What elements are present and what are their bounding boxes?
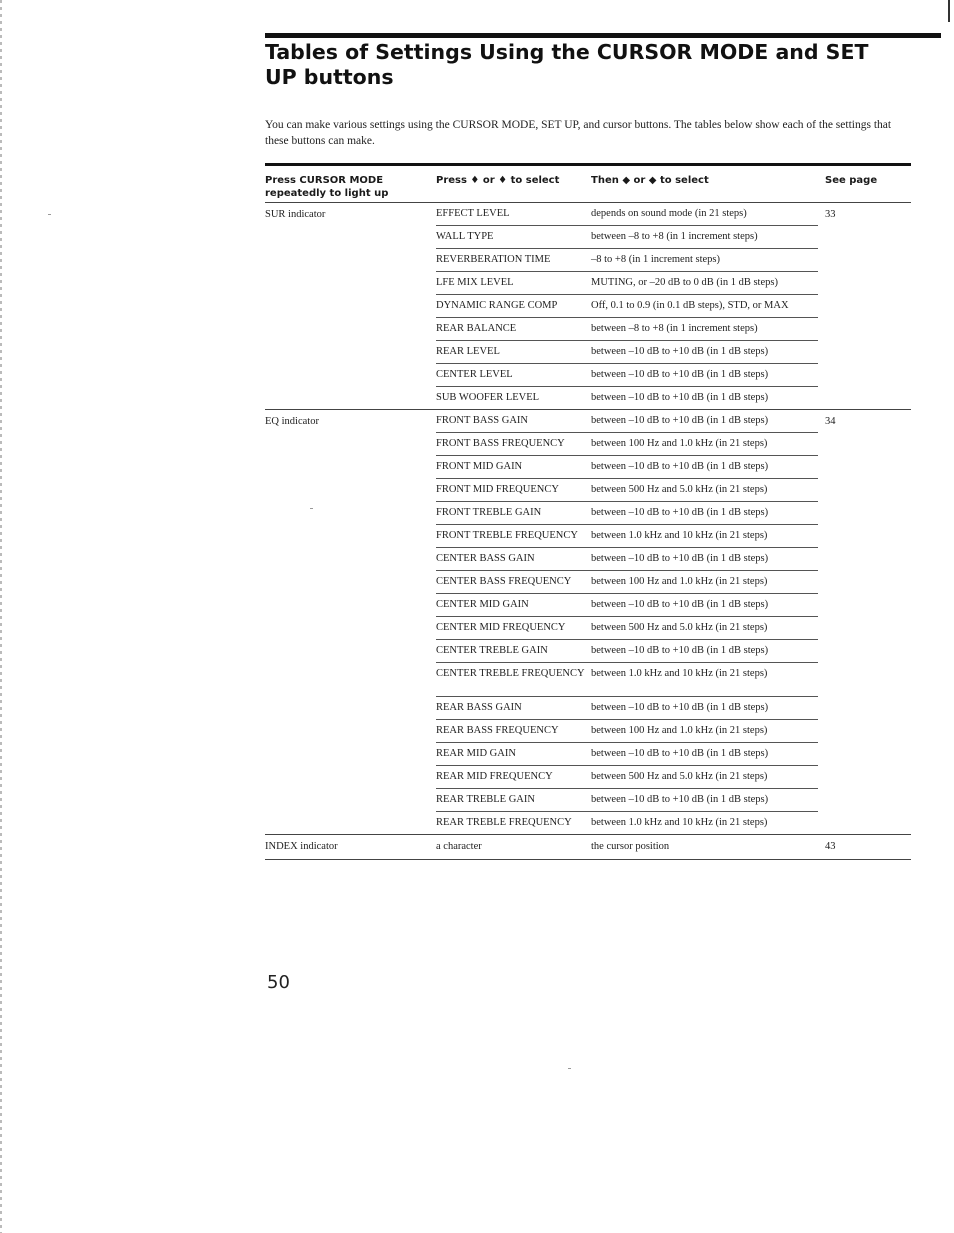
setting-name: WALL TYPE	[436, 231, 494, 242]
group-index	[265, 835, 911, 860]
scan-speck	[568, 1068, 571, 1069]
setting-range: between –10 dB to +10 dB (in 1 dB steps)	[591, 553, 769, 564]
setting-range: –8 to +8 (in 1 increment steps)	[591, 254, 720, 265]
setting-range: between –10 dB to +10 dB (in 1 dB steps)	[591, 346, 769, 357]
table-row	[436, 720, 818, 743]
setting-name: CENTER BASS FREQUENCY	[436, 576, 572, 587]
group-indicator: EQ indicator	[265, 416, 319, 427]
setting-name: CENTER MID FREQUENCY	[436, 622, 566, 633]
setting-range: between –10 dB to +10 dB (in 1 dB steps)	[591, 392, 769, 403]
table-row	[436, 617, 818, 640]
table-row	[436, 387, 818, 409]
table-row	[436, 743, 818, 766]
header-select-value: Then ◆ or ◆ to select	[591, 175, 709, 186]
settings-table	[265, 163, 911, 860]
setting-range: between –10 dB to +10 dB (in 1 dB steps)	[591, 415, 769, 426]
table-row	[436, 766, 818, 789]
scan-speck	[48, 214, 51, 215]
setting-range: between 1.0 kHz and 10 kHz (in 21 steps)	[591, 817, 768, 828]
page-number: 50	[267, 972, 290, 993]
scan-edge-mark	[948, 0, 950, 22]
table-row	[436, 479, 818, 502]
setting-name: REVERBERATION TIME	[436, 254, 551, 265]
table-row	[436, 295, 818, 318]
setting-range: between –10 dB to +10 dB (in 1 dB steps)	[591, 599, 769, 610]
setting-name: CENTER TREBLE GAIN	[436, 645, 548, 656]
table-row	[436, 203, 818, 226]
setting-name: SUB WOOFER LEVEL	[436, 392, 540, 403]
setting-range: between 100 Hz and 1.0 kHz (in 21 steps)	[591, 725, 768, 736]
table-row	[436, 456, 818, 479]
scan-edge	[0, 0, 2, 1233]
page-title: Tables of Settings Using the CURSOR MODE and SET UP buttons	[265, 40, 869, 89]
setting-range: MUTING, or –20 dB to 0 dB (in 1 dB steps)	[591, 277, 778, 288]
setting-name: REAR LEVEL	[436, 346, 500, 357]
setting-name: FRONT TREBLE GAIN	[436, 507, 542, 518]
setting-name: FRONT BASS GAIN	[436, 415, 528, 426]
header-press-cursor-mode: Press CURSOR MODE repeatedly to light up	[265, 175, 389, 199]
table-row	[436, 433, 818, 456]
setting-name: LFE MIX LEVEL	[436, 277, 514, 288]
setting-range: between 500 Hz and 5.0 kHz (in 21 steps)	[591, 622, 768, 633]
table-row	[436, 571, 818, 594]
setting-range: between 100 Hz and 1.0 kHz (in 21 steps)	[591, 576, 768, 587]
setting-range: between 1.0 kHz and 10 kHz (in 21 steps)	[591, 668, 768, 679]
table-row	[436, 502, 818, 525]
setting-range: between 500 Hz and 5.0 kHz (in 21 steps)	[591, 771, 768, 782]
setting-name: REAR TREBLE FREQUENCY	[436, 817, 572, 828]
group-see-page: 43	[825, 841, 836, 852]
table-row	[436, 812, 818, 834]
setting-name: CENTER TREBLE FREQUENCY	[436, 668, 585, 679]
group-indicator: SUR indicator	[265, 209, 326, 220]
setting-range: between –10 dB to +10 dB (in 1 dB steps)	[591, 794, 769, 805]
intro-paragraph: You can make various settings using the CURSOR MODE, SET UP, and cursor buttons. The tables below show each of the settings that these buttons can make.	[265, 119, 892, 147]
setting-name: CENTER LEVEL	[436, 369, 513, 380]
setting-range: between –10 dB to +10 dB (in 1 dB steps)	[591, 645, 769, 656]
table-row	[436, 272, 818, 295]
table-row	[436, 789, 818, 812]
table-row	[436, 226, 818, 249]
table-row	[436, 594, 818, 617]
setting-range: between –8 to +8 (in 1 increment steps)	[591, 231, 758, 242]
table-row	[436, 548, 818, 571]
group-eq	[265, 410, 911, 835]
setting-name: REAR BASS FREQUENCY	[436, 725, 559, 736]
table-row	[436, 410, 818, 433]
group-see-page: 33	[825, 209, 836, 220]
setting-range: between 1.0 kHz and 10 kHz (in 21 steps)	[591, 530, 768, 541]
setting-name: FRONT MID FREQUENCY	[436, 484, 559, 495]
setting-range: between 100 Hz and 1.0 kHz (in 21 steps)	[591, 438, 768, 449]
table-row	[436, 697, 818, 720]
table-row	[436, 525, 818, 548]
setting-name: FRONT TREBLE FREQUENCY	[436, 530, 578, 541]
group-see-page: 34	[825, 416, 836, 427]
setting-name: REAR MID GAIN	[436, 748, 516, 759]
setting-name: FRONT BASS FREQUENCY	[436, 438, 565, 449]
setting-name: REAR BALANCE	[436, 323, 517, 334]
setting-range: between –10 dB to +10 dB (in 1 dB steps)	[591, 369, 769, 380]
setting-name: CENTER MID GAIN	[436, 599, 529, 610]
table-row	[436, 364, 818, 387]
table-row	[436, 341, 818, 364]
header-see-page: See page	[825, 175, 878, 186]
setting-name: a character	[436, 841, 482, 852]
table-row	[436, 318, 818, 341]
setting-name: EFFECT LEVEL	[436, 208, 510, 219]
setting-range: between –10 dB to +10 dB (in 1 dB steps)	[591, 507, 769, 518]
setting-name: REAR MID FREQUENCY	[436, 771, 553, 782]
table-row	[436, 640, 818, 663]
group-sur	[265, 203, 911, 410]
group-indicator: INDEX indicator	[265, 841, 338, 852]
setting-name: FRONT MID GAIN	[436, 461, 523, 472]
table-row	[436, 249, 818, 272]
setting-range: between –8 to +8 (in 1 increment steps)	[591, 323, 758, 334]
setting-range: the cursor position	[591, 841, 670, 852]
setting-range: between –10 dB to +10 dB (in 1 dB steps)	[591, 748, 769, 759]
setting-name: DYNAMIC RANGE COMP	[436, 300, 558, 311]
setting-range: between –10 dB to +10 dB (in 1 dB steps)	[591, 702, 769, 713]
setting-name: REAR TREBLE GAIN	[436, 794, 535, 805]
header-select-setting: Press ♦ or ♦ to select	[436, 175, 560, 186]
setting-range: between –10 dB to +10 dB (in 1 dB steps)	[591, 461, 769, 472]
table-row	[436, 663, 818, 697]
table-header	[265, 166, 911, 203]
setting-name: REAR BASS GAIN	[436, 702, 522, 713]
setting-range: Off, 0.1 to 0.9 (in 0.1 dB steps), STD, or MAX	[591, 300, 789, 311]
setting-range: between 500 Hz and 5.0 kHz (in 21 steps)	[591, 484, 768, 495]
setting-name: CENTER BASS GAIN	[436, 553, 535, 564]
header-rule	[265, 33, 941, 38]
setting-range: depends on sound mode (in 21 steps)	[591, 208, 747, 219]
